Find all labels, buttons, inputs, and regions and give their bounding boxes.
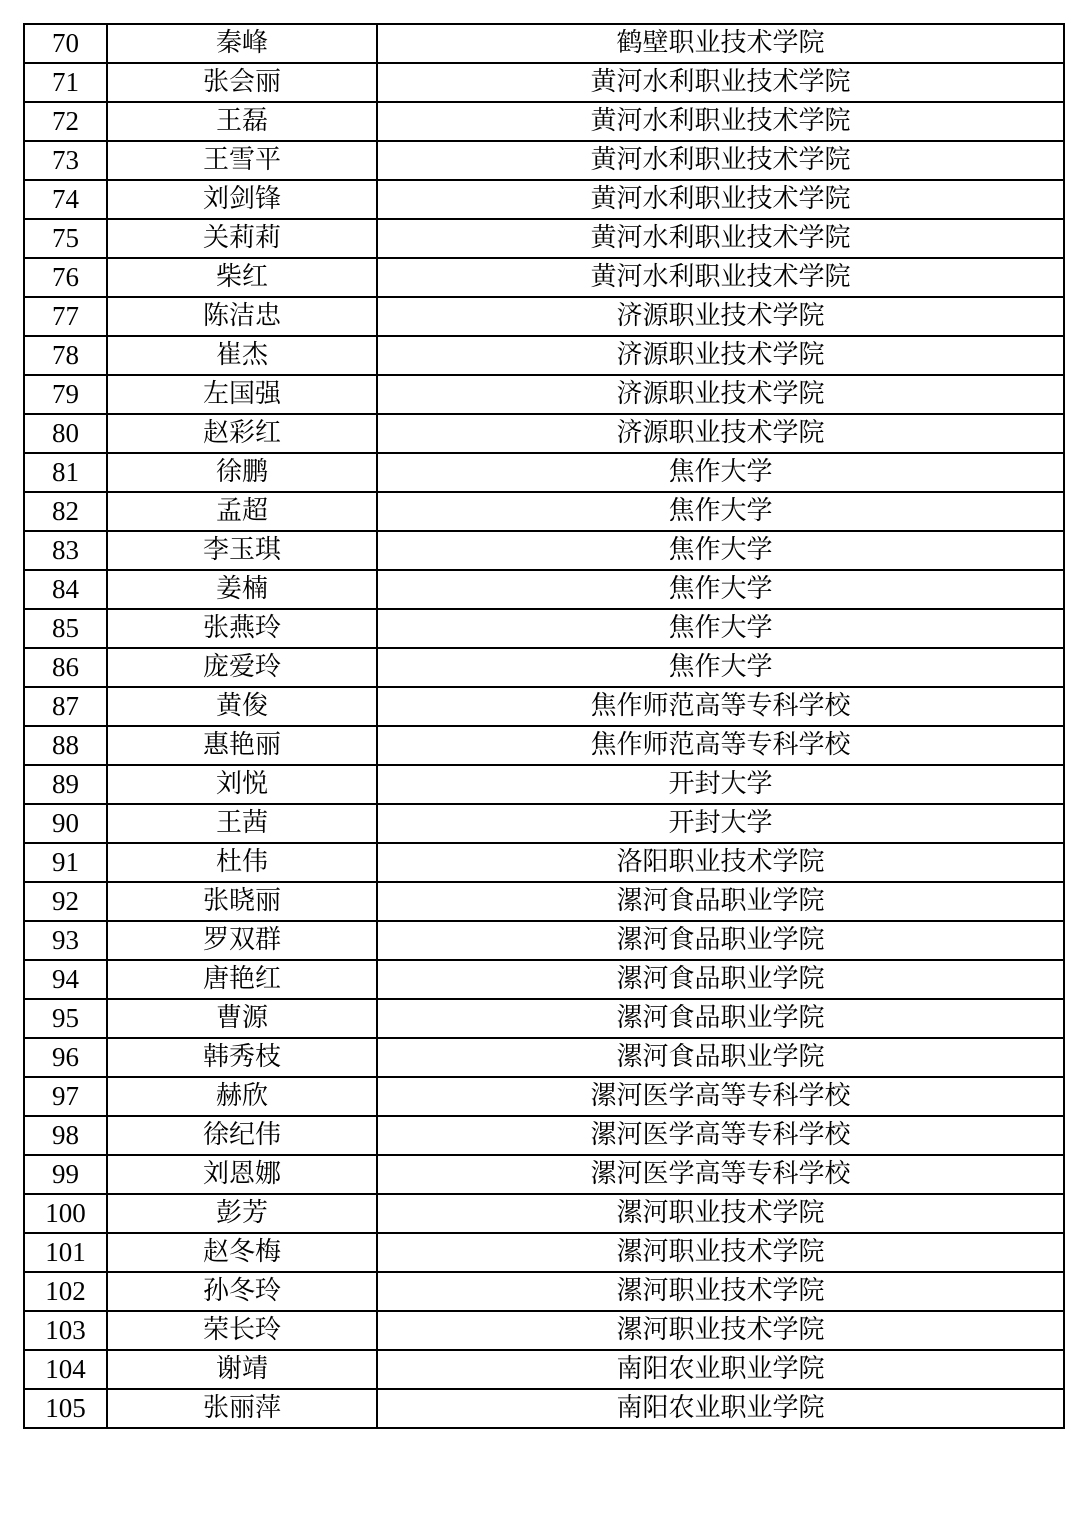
table-row (24, 570, 1064, 609)
name-cell: 王磊 (107, 102, 377, 141)
serial-number-cell: 95 (24, 999, 107, 1038)
table-row (24, 609, 1064, 648)
serial-number-cell: 99 (24, 1155, 107, 1194)
serial-number-cell: 85 (24, 609, 107, 648)
serial-number-cell: 72 (24, 102, 107, 141)
table-row (24, 375, 1064, 414)
school-cell: 漯河食品职业学院 (377, 999, 1064, 1038)
name-cell: 唐艳红 (107, 960, 377, 999)
serial-number-cell: 78 (24, 336, 107, 375)
name-cell: 王雪平 (107, 141, 377, 180)
table-row (24, 726, 1064, 765)
table-row (24, 1155, 1064, 1194)
table-row (24, 531, 1064, 570)
name-cell: 庞爱玲 (107, 648, 377, 687)
serial-number-cell: 73 (24, 141, 107, 180)
school-cell: 南阳农业职业学院 (377, 1350, 1064, 1389)
serial-number-cell: 105 (24, 1389, 107, 1428)
table-row (24, 141, 1064, 180)
table-row (24, 921, 1064, 960)
serial-number-cell: 83 (24, 531, 107, 570)
serial-number-cell: 79 (24, 375, 107, 414)
table-row (24, 765, 1064, 804)
name-cell: 王茜 (107, 804, 377, 843)
school-cell: 焦作大学 (377, 570, 1064, 609)
name-cell: 陈洁忠 (107, 297, 377, 336)
school-cell: 焦作师范高等专科学校 (377, 726, 1064, 765)
table-row (24, 1038, 1064, 1077)
serial-number-cell: 70 (24, 24, 107, 63)
table-row (24, 804, 1064, 843)
school-cell: 济源职业技术学院 (377, 414, 1064, 453)
name-cell: 崔杰 (107, 336, 377, 375)
school-cell: 黄河水利职业技术学院 (377, 219, 1064, 258)
name-cell: 李玉琪 (107, 531, 377, 570)
table-row (24, 297, 1064, 336)
table-row (24, 336, 1064, 375)
school-cell: 漯河职业技术学院 (377, 1233, 1064, 1272)
name-cell: 徐纪伟 (107, 1116, 377, 1155)
table-row (24, 648, 1064, 687)
name-cell: 徐鹏 (107, 453, 377, 492)
school-cell: 南阳农业职业学院 (377, 1389, 1064, 1428)
name-cell: 惠艳丽 (107, 726, 377, 765)
serial-number-cell: 91 (24, 843, 107, 882)
school-cell: 济源职业技术学院 (377, 375, 1064, 414)
serial-number-cell: 100 (24, 1194, 107, 1233)
serial-number-cell: 94 (24, 960, 107, 999)
name-cell: 韩秀枝 (107, 1038, 377, 1077)
name-cell: 姜楠 (107, 570, 377, 609)
school-cell: 开封大学 (377, 804, 1064, 843)
school-cell: 漯河职业技术学院 (377, 1311, 1064, 1350)
school-cell: 焦作师范高等专科学校 (377, 687, 1064, 726)
table-row (24, 1272, 1064, 1311)
table-row (24, 1350, 1064, 1389)
serial-number-cell: 93 (24, 921, 107, 960)
table-row (24, 882, 1064, 921)
name-cell: 黄俊 (107, 687, 377, 726)
school-cell: 黄河水利职业技术学院 (377, 102, 1064, 141)
serial-number-cell: 97 (24, 1077, 107, 1116)
name-cell: 赫欣 (107, 1077, 377, 1116)
school-cell: 焦作大学 (377, 531, 1064, 570)
name-cell: 孟超 (107, 492, 377, 531)
name-cell: 刘恩娜 (107, 1155, 377, 1194)
name-cell: 张会丽 (107, 63, 377, 102)
table-row (24, 999, 1064, 1038)
name-cell: 左国强 (107, 375, 377, 414)
serial-number-cell: 74 (24, 180, 107, 219)
school-cell: 漯河食品职业学院 (377, 882, 1064, 921)
table-row (24, 102, 1064, 141)
name-cell: 曹源 (107, 999, 377, 1038)
name-cell: 罗双群 (107, 921, 377, 960)
serial-number-cell: 92 (24, 882, 107, 921)
table-row (24, 180, 1064, 219)
roster-table-body (24, 24, 1064, 1428)
school-cell: 漯河医学高等专科学校 (377, 1155, 1064, 1194)
school-cell: 漯河职业技术学院 (377, 1194, 1064, 1233)
roster-table (23, 23, 1065, 1429)
table-row (24, 63, 1064, 102)
name-cell: 张晓丽 (107, 882, 377, 921)
serial-number-cell: 104 (24, 1350, 107, 1389)
table-row (24, 1311, 1064, 1350)
serial-number-cell: 96 (24, 1038, 107, 1077)
name-cell: 荣长玲 (107, 1311, 377, 1350)
table-row (24, 1077, 1064, 1116)
name-cell: 彭芳 (107, 1194, 377, 1233)
school-cell: 漯河职业技术学院 (377, 1272, 1064, 1311)
serial-number-cell: 98 (24, 1116, 107, 1155)
table-row (24, 24, 1064, 63)
school-cell: 焦作大学 (377, 648, 1064, 687)
table-row (24, 414, 1064, 453)
table-row (24, 258, 1064, 297)
table-row (24, 1389, 1064, 1428)
name-cell: 孙冬玲 (107, 1272, 377, 1311)
name-cell: 赵彩红 (107, 414, 377, 453)
school-cell: 鹤壁职业技术学院 (377, 24, 1064, 63)
serial-number-cell: 87 (24, 687, 107, 726)
name-cell: 赵冬梅 (107, 1233, 377, 1272)
serial-number-cell: 75 (24, 219, 107, 258)
school-cell: 漯河食品职业学院 (377, 921, 1064, 960)
name-cell: 谢靖 (107, 1350, 377, 1389)
name-cell: 关莉莉 (107, 219, 377, 258)
school-cell: 漯河医学高等专科学校 (377, 1077, 1064, 1116)
serial-number-cell: 88 (24, 726, 107, 765)
serial-number-cell: 82 (24, 492, 107, 531)
name-cell: 柴红 (107, 258, 377, 297)
serial-number-cell: 89 (24, 765, 107, 804)
name-cell: 杜伟 (107, 843, 377, 882)
serial-number-cell: 86 (24, 648, 107, 687)
name-cell: 刘悦 (107, 765, 377, 804)
table-row (24, 687, 1064, 726)
school-cell: 焦作大学 (377, 492, 1064, 531)
table-row (24, 960, 1064, 999)
serial-number-cell: 81 (24, 453, 107, 492)
school-cell: 开封大学 (377, 765, 1064, 804)
serial-number-cell: 101 (24, 1233, 107, 1272)
school-cell: 济源职业技术学院 (377, 336, 1064, 375)
school-cell: 黄河水利职业技术学院 (377, 141, 1064, 180)
table-row (24, 219, 1064, 258)
school-cell: 焦作大学 (377, 453, 1064, 492)
serial-number-cell: 90 (24, 804, 107, 843)
table-row (24, 1194, 1064, 1233)
school-cell: 黄河水利职业技术学院 (377, 258, 1064, 297)
name-cell: 张燕玲 (107, 609, 377, 648)
table-row (24, 1116, 1064, 1155)
serial-number-cell: 84 (24, 570, 107, 609)
name-cell: 秦峰 (107, 24, 377, 63)
table-row (24, 492, 1064, 531)
school-cell: 漯河食品职业学院 (377, 960, 1064, 999)
serial-number-cell: 71 (24, 63, 107, 102)
school-cell: 焦作大学 (377, 609, 1064, 648)
school-cell: 黄河水利职业技术学院 (377, 63, 1064, 102)
school-cell: 漯河医学高等专科学校 (377, 1116, 1064, 1155)
table-row (24, 843, 1064, 882)
serial-number-cell: 103 (24, 1311, 107, 1350)
school-cell: 漯河食品职业学院 (377, 1038, 1064, 1077)
serial-number-cell: 77 (24, 297, 107, 336)
serial-number-cell: 76 (24, 258, 107, 297)
school-cell: 济源职业技术学院 (377, 297, 1064, 336)
serial-number-cell: 80 (24, 414, 107, 453)
table-row (24, 453, 1064, 492)
roster-sheet (23, 23, 1063, 1429)
school-cell: 洛阳职业技术学院 (377, 843, 1064, 882)
school-cell: 黄河水利职业技术学院 (377, 180, 1064, 219)
table-row (24, 1233, 1064, 1272)
name-cell: 张丽萍 (107, 1389, 377, 1428)
serial-number-cell: 102 (24, 1272, 107, 1311)
name-cell: 刘剑锋 (107, 180, 377, 219)
